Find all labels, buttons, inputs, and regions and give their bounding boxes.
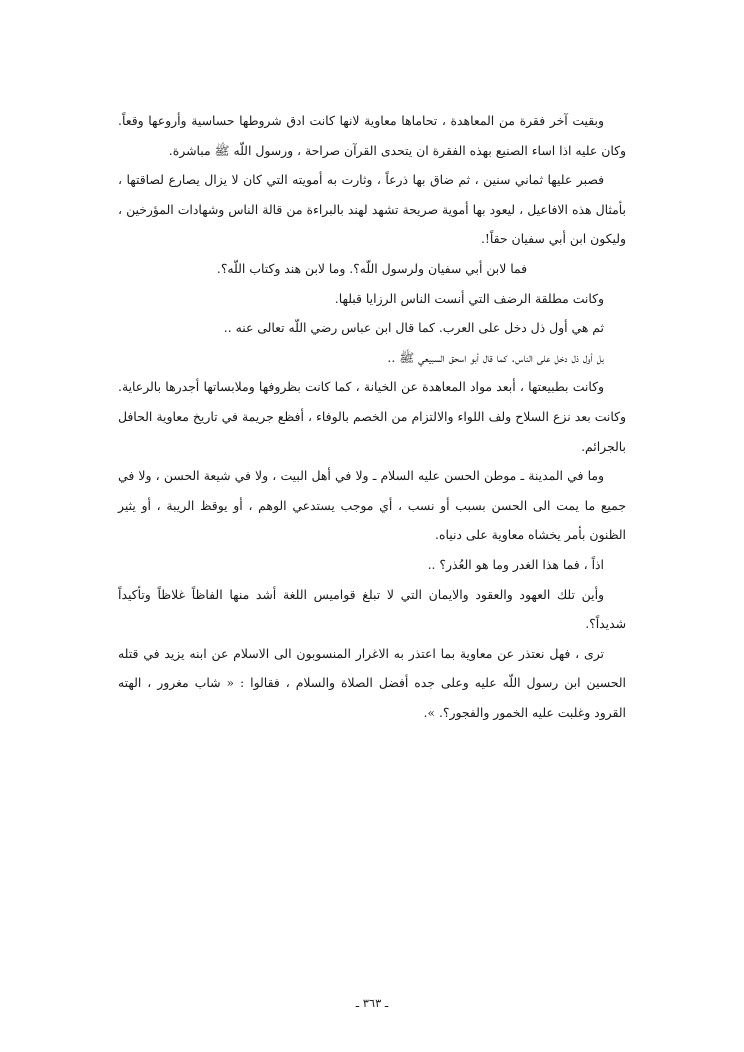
- paragraph-7: ترى ، فهل نعتذر عن معاوية بما اعتذر به الاغرار المنسوبون الى الاسلام عن ابنه يزيد في قتله الحسين ابن رسول اللّه عليه وعلى جده أفضل الصلاة والسلام ، فقالوا : « شاب مغرور ، الهته القرود وغلبت عليه الخمور والفجور؟. ».: [118, 645, 626, 720]
- paragraph-2: فصبر عليها ثماني سنين ، ثم ضاق بها ذرعاً ، وثارت به أمويته التي كان لا يزال يصارع لصاقتها ، بأمثال هذه الافاعيل ، ليعود بها أموية صريحة تشهد لهند بالبراءة من قالة الناس وشهادات المؤرخين ، وليكون ابن أبي سفيان حقاً!.: [118, 172, 626, 247]
- quote-line-3: ثم هي أول ذل دخل على العرب. كما قال ابن عباس رضي اللّه تعالى عنه ..: [223, 320, 604, 336]
- body-text: [118, 106, 626, 727]
- quote-line-1: فما لابن أبي سفيان ولرسول اللّه؟. وما لابن هند وكتاب اللّه؟.: [216, 260, 528, 276]
- paragraph-5: اذاً ، فما هذا الغدر وما هو العُذر؟ ..: [427, 556, 604, 572]
- page-number: ـ ٣٦٣ ـ: [355, 996, 389, 1010]
- paragraph-1: وبقيت آخر فقرة من المعاهدة ، تحاماها معاوية لانها كانت ادق شروطها حساسية وأروعها وقعاً. وكان عليه اذا اساء الصنيع بهذه الفقرة ان يتحدى القرآن صراحة ، ورسول اللّه ﷺ مباشرة.: [118, 113, 626, 158]
- quote-line-4: بل أول ذل دخل على الناس. كما قال أبو اسحق السبيعي ﷺ ..: [387, 349, 604, 365]
- paragraph-4: وما في المدينة ـ موطن الحسن عليه السلام ـ ولا في أهل البيت ، ولا في شيعة الحسن ، ولا في جميع ما يمت الى الحسن بسبب أو نسب ، أي موجب يستدعي الوهم ، أو يوقظ الريبة ، أو يثير الظنون بأمر يخشاه معاوية على دنياه.: [118, 468, 626, 543]
- quote-line-2: وكانت مطلقة الرضف التي أنست الناس الرزايا قبلها.: [334, 290, 604, 306]
- paragraph-3: وكانت بطبيعتها ، أبعد مواد المعاهدة عن الخيانة ، كما كانت بظروفها وملابساتها أجدرها بالرعاية. وكانت بعد نزع السلاح ولف اللواء والالتزام من الخصم بالوفاء ، أفظع جريمة في تاريخ معاوية الحافل بالجرائم.: [118, 379, 626, 454]
- paragraph-6: وأين تلك العهود والعقود والايمان التي لا تبلغ قواميس اللغة أشد منها الفاظاً غلاظاً وتأكيداً شديداً؟.: [118, 586, 626, 632]
